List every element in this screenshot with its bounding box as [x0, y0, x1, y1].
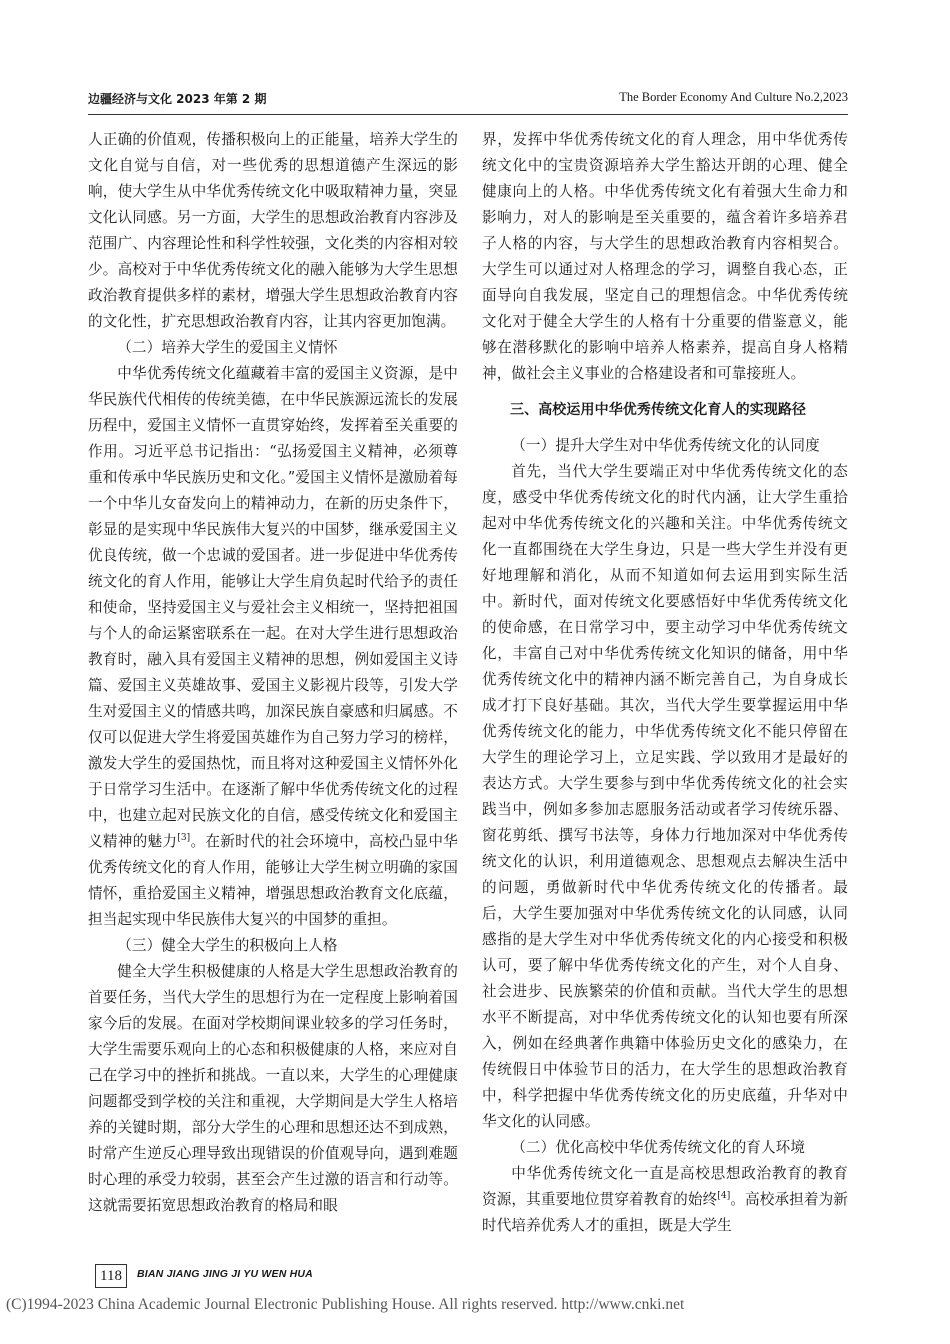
journal-pinyin: BIAN JIANG JING JI YU WEN HUA [137, 1268, 313, 1280]
citation-4[interactable]: [4] [717, 1191, 731, 1202]
running-header [88, 90, 848, 112]
subsection-heading-2: （二）培养大学生的爱国主义情怀 [117, 339, 338, 356]
paragraph [482, 1161, 848, 1239]
page-number: 118 [95, 1264, 127, 1288]
page-footer [95, 1264, 495, 1288]
paragraph-text: 中华优秀传统文化蕴藏着丰富的爱国主义资源，是中华民族代代相传的传统美德，在中华民族源远流长的发展历程中，爱国主义情怀一直贯穿始终，发挥着至关重要的作用。习近平总书记指出：“弘扬爱国主义精神，必须尊重和传承中华民族历史和文化。”爱国主义情怀是激励着每一个中华儿女奋发向上的精神动力，在新的历史条件下，彰显的是实现中华民族伟大复兴的中国梦，继承爱国主义优良传统，做一个忠诚的爱国者。进一步促进中华优秀传统文化的育人作用，能够让大学生肩负起时代给予的责任和使命，坚持爱国主义与爱社会主义相统一，坚持把祖国与个人的命运紧密联系在一起。在对大学生进行思想政治教育时，融入具有爱国主义精神的思想，例如爱国主义诗篇、爱国主义英雄故事、爱国主义影视片段等，引发大学生对爱国主义的情感共鸣，加深民族自豪感和归属感。不仅可以促进大学生将爱国英雄作为自己努力学习的榜样，激发大学生的爱国热忱，而且将对这种爱国主义情怀外化于日常学习生活中。在逐渐了解中华优秀传统文化的过程中，也建立起对民族文化的自信，感受传统文化和爱国主义精神的魅力 [88, 365, 458, 850]
paragraph-text: 。高校承担着为新时代培养优秀人才的重担，既是大学生 [482, 1191, 848, 1234]
header-journal-en: The Border Economy And Culture No.2,2023 [619, 90, 848, 104]
subsection-heading-1: （一）提升大学生对中华优秀传统文化的认同度 [511, 437, 820, 454]
paragraph: 界，发挥中华优秀传统文化的育人理念，用中华优秀传统文化中的宝贵资源培养大学生豁达开朗的心理、健全健康向上的人格。中华优秀传统文化有着强大生命力和影响力，对人的影响是至关重要的，蕴含着许多培养君子人格的内容，与大学生的思想政治教育内容相契合。大学生可以通过对人格理念的学习，调整自我心态，正面导向自我发展，坚定自己的理想信念。中华优秀传统文化对于健全大学生的人格有十分重要的借鉴意义，能够在潜移默化的影响中培养人格素养，提高自身人格精神，做社会主义事业的合格建设者和可靠接班人。 [482, 131, 848, 382]
header-journal-cn: 边疆经济与文化 2023 年第 2 期 [88, 92, 267, 106]
citation-3[interactable]: [3] [177, 833, 191, 844]
copyright-line: (C)1994-2023 China Academic Journal Electronic Publishing House. All rights reserved. http://www.cnki.net [6, 1296, 685, 1313]
subsection-heading-2: （二）优化高校中华优秀传统文化的育人环境 [511, 1139, 806, 1156]
paragraph-text: 中华优秀传统文化一直是高校思想政治教育的教育资源，其重要地位贯穿着教育的始终 [482, 1165, 848, 1208]
right-column [482, 127, 848, 1255]
paragraph [88, 361, 458, 933]
paragraph-text: 。在新时代的社会环境中，高校凸显中华优秀传统文化的育人作用，能够让大学生树立明确的家国情怀，重拾爱国主义精神，增强思想政治教育文化底蕴，担当起实现中华民族伟大复兴的中国梦的重担。 [88, 833, 458, 928]
paragraph: 首先，当代大学生要端正对中华优秀传统文化的态度，感受中华优秀传统文化的时代内涵，让大学生重拾起对中华优秀传统文化的兴趣和关注。中华优秀传统文化一直都围绕在大学生身边，只是一些大学生并没有更好地理解和消化，从而不知道如何去运用到实际生活中。新时代，面对传统文化要感悟好中华优秀传统文化的使命感，在日常学习中，要主动学习中华优秀传统文化，丰富自己对中华优秀传统文化知识的储备，用中华优秀传统文化中的精神内涵不断完善自己，为自身成长成才打下良好基础。其次，当代大学生要掌握运用中华优秀传统文化的能力，中华优秀传统文化不能只停留在大学生的理论学习上，立足实践、学以致用才是最好的表达方式。大学生要参与到中华优秀传统文化的社会实践当中，例如多参加志愿服务活动或者学习传统乐器、窗花剪纸、撰写书法等，身体力行地加深对中华优秀传统文化的认识，利用道德观念、思想观点去解决生活中的问题，勇做新时代中华优秀传统文化的传播者。最后，大学生要加强对中华优秀传统文化的认同感，认同感指的是大学生对中华优秀传统文化的内心接受和积极认可，要了解中华优秀传统文化的产生，对个人自身、社会进步、民族繁荣的价值和贡献。当代大学生的思想水平不断提高，对中华优秀传统文化的认知也要有所深入，例如在经典著作典籍中体验历史文化的感染力，在传统假日中体验节日的活力，在大学生的思想政治教育中，科学把握中华优秀传统文化的历史底蕴，升华对中华文化的认同感。 [482, 463, 848, 1130]
paragraph: 健全大学生积极健康的人格是大学生思想政治教育的首要任务，当代大学生的思想行为在一定程度上影响着国家今后的发展。在面对学校期间课业较多的学习任务时，大学生需要乐观向上的心态和积极健康的人格，来应对自己在学习中的挫折和挑战。一直以来，大学生的心理健康问题都受到学校的关注和重视，大学期间是大学生人格培养的关键时期，部分大学生的心理和思想还达不到成熟，时常产生逆反心理导致出现错误的价值观导向，遇到难题时心理的承受力较弱，甚至会产生过激的语言和行动等。这就需要拓宽思想政治教育的格局和眼 [88, 963, 458, 1214]
subsection-heading-3: （三）健全大学生的积极向上人格 [117, 937, 338, 954]
header-rule [88, 114, 848, 115]
left-column [88, 127, 458, 1255]
section-heading-3: 三、高校运用中华优秀传统文化育人的实现路径 [510, 402, 807, 418]
paragraph: 人正确的价值观，传播积极向上的正能量，培养大学生的文化自觉与自信，对一些优秀的思想道德产生深远的影响，使大学生从中华优秀传统文化中吸取精神力量，突显文化认同感。另一方面，大学生的思想政治教育内容涉及范围广、内容理论性和科学性较强，文化类的内容相对较少。高校对于中华优秀传统文化的融入能够为大学生思想政治教育提供多样的素材，增强大学生思想政治教育内容的文化性，扩充思想政治教育内容，让其内容更加饱满。 [88, 131, 458, 330]
